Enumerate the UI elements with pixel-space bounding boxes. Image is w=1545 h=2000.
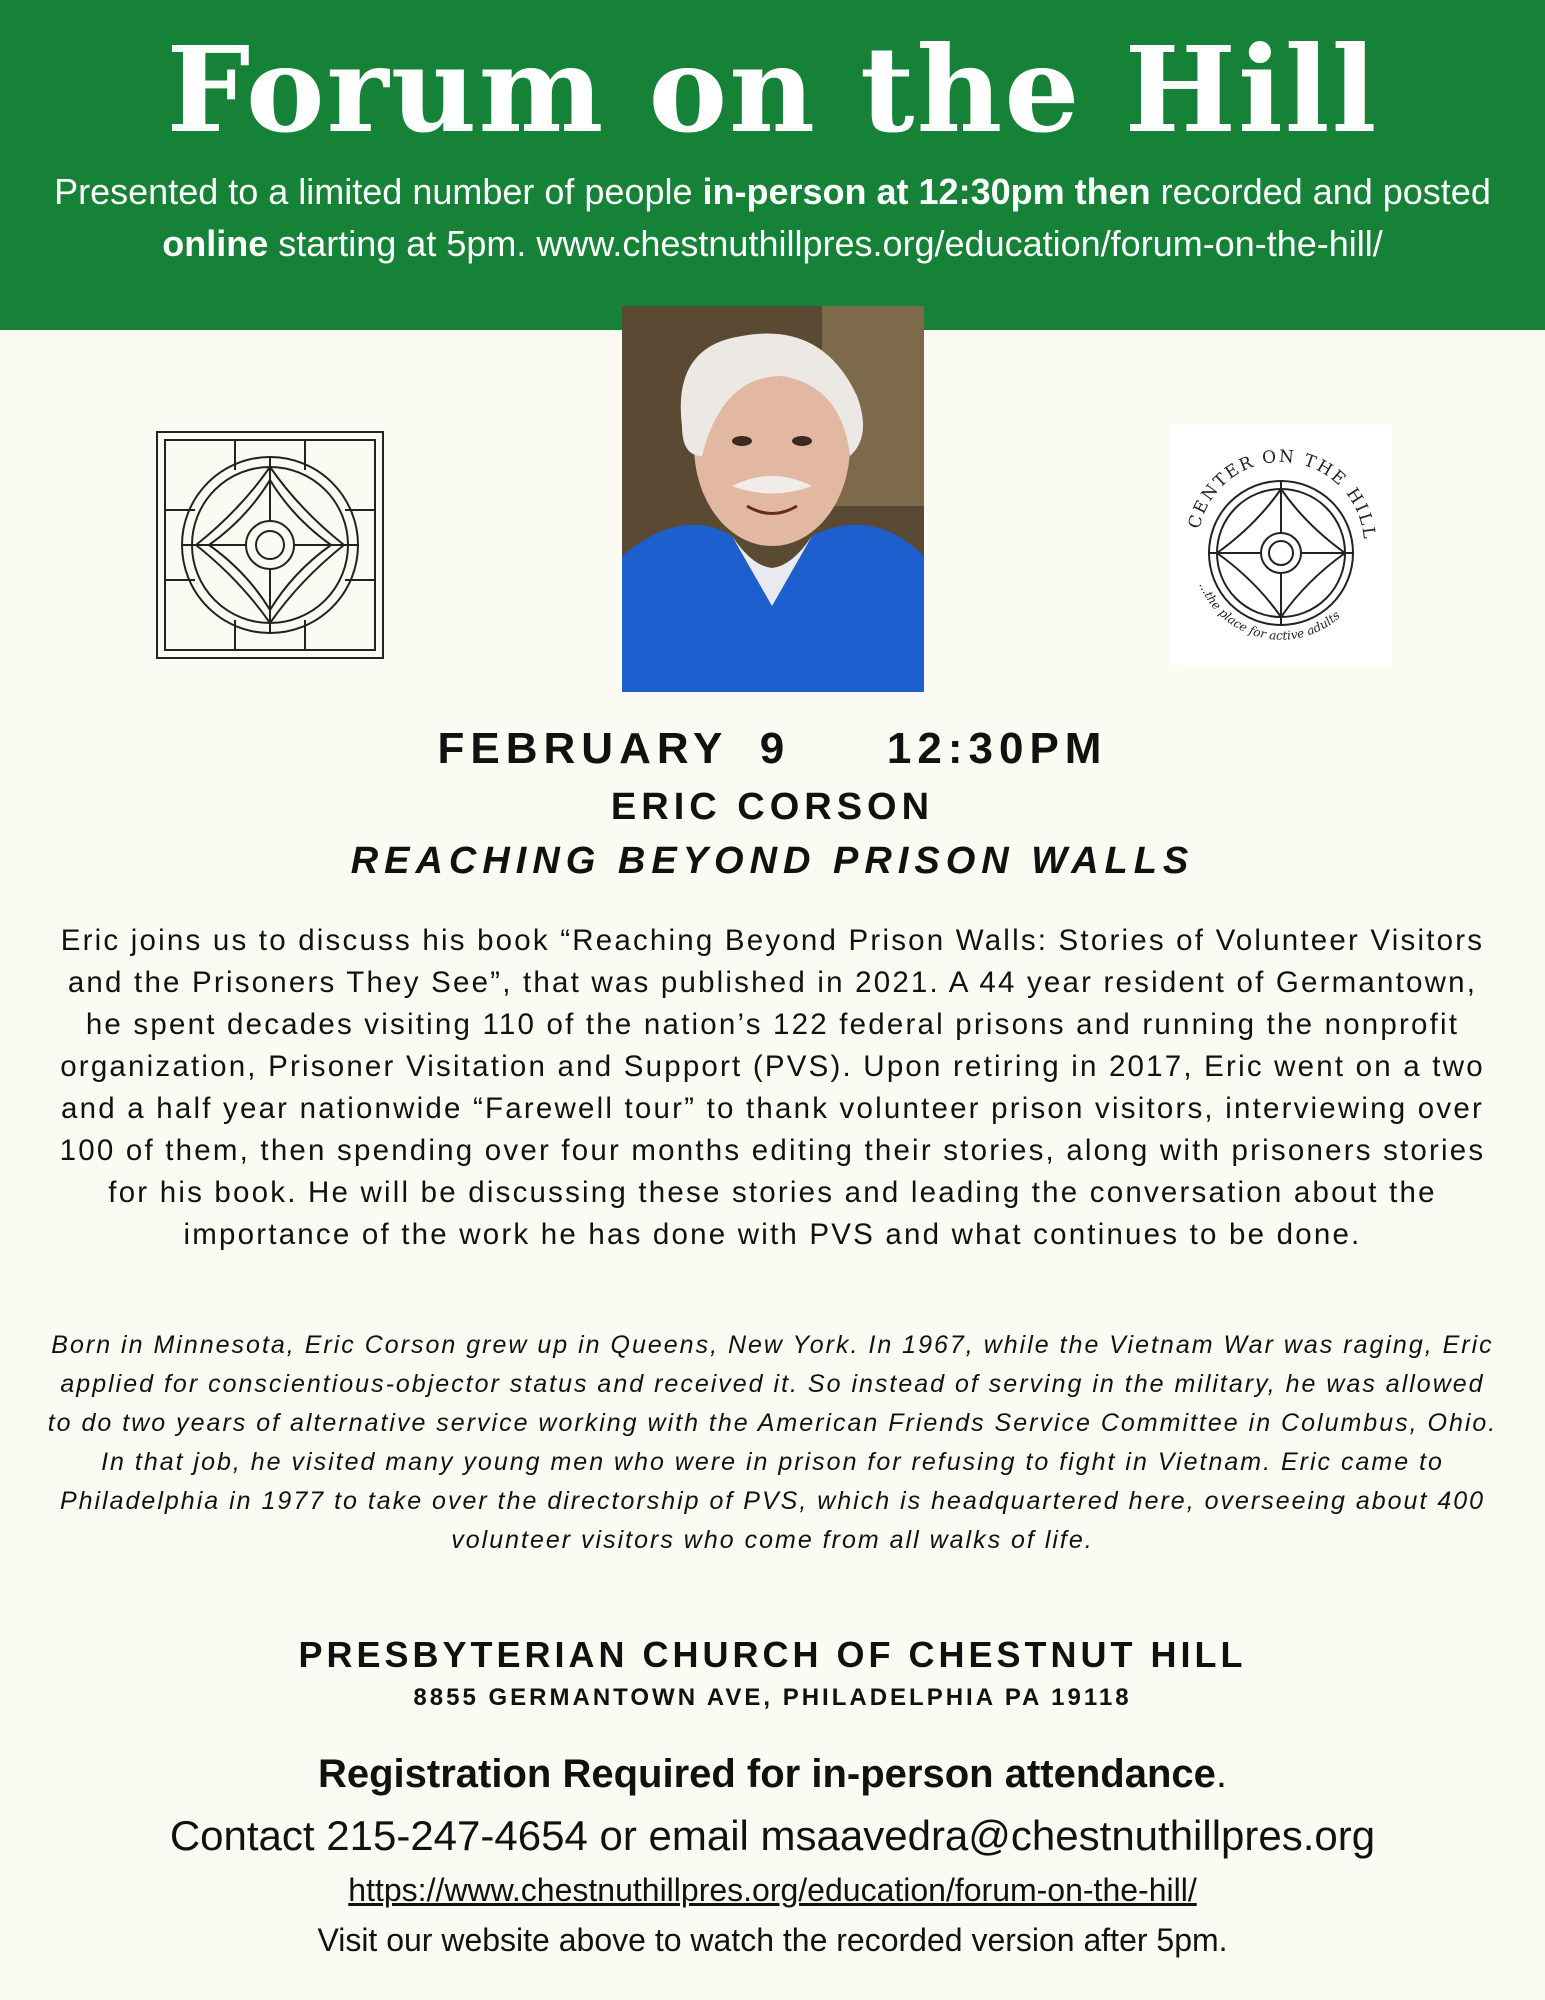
subtitle-line-2 (0, 218, 1545, 270)
registration-notice (0, 1752, 1545, 1797)
speaker-portrait-illustration (622, 306, 924, 692)
event-time: 12:30PM (886, 724, 1108, 773)
speaker-photo (622, 306, 924, 692)
contact-info: Contact 215-247-4654 or email msaavedra@chestnuthillpres.org (169, 1812, 1376, 1859)
logo-arc-top: CENTER ON THE HILL (1184, 446, 1380, 542)
event-date-time (0, 724, 1545, 774)
venue-name: PRESBYTERIAN CHURCH OF CHESTNUT HILL (298, 1634, 1247, 1675)
speaker-name: ERIC CORSON (610, 786, 935, 828)
website-link[interactable]: https://www.chestnuthillpres.org/education/forum-on-the-hill/ (348, 1872, 1197, 1908)
subtitle-emphasis: in-person at 12:30pm then (702, 171, 1151, 212)
center-on-the-hill-logo (1170, 425, 1392, 665)
forum-title: Forum on the Hill (166, 20, 1379, 159)
subtitle-text: recorded and posted (1150, 171, 1491, 212)
speaker-bio: Born in Minnesota, Eric Corson grew up in Queens, New York. In 1967, while the Vietnam War was raging, Eric applied for conscientious-objector status and received it. So instead of serving in the military, he was allowed to do two years of alternative service working with the American Friends Service Committee in Columbus, Ohio. In that job, he visited many young men who were in prison for refusing to fight in Vietnam. Eric came to Philadelphia in 1977 to take over the directorship of PVS, which is headquartered here, overseeing about 400 volunteer visitors who come from all walks of life. (47, 1331, 1498, 1554)
church-window-logo (155, 430, 385, 660)
visit-note: Visit our website above to watch the recorded version after 5pm. (317, 1922, 1228, 1958)
event-description: Eric joins us to discuss his book “Reaching Beyond Prison Walls: Stories of Volunteer Visitors and the Prisoners They See”, that was published in 2021. A 44 year resident of Germantown, he spent decades visiting 110 of the nation’s 122 federal prisons and running the nonprofit organization, Prisoner Visitation and Support (PVS). Upon retiring in 2017, Eric went on a two and a half year nationwide “Farewell tour” to thank volunteer prison visitors, interviewing over 100 of them, then spending over four months editing their stories, along with prisoners stories for his book. He will be discussing these stories and leading the conversation about the importance of the work he has done with PVS and what continues to be done. (59, 924, 1486, 1251)
subtitle-url: starting at 5pm. www.chestnuthillpres.org/education/forum-on-the-hill/ (268, 223, 1383, 264)
forum-subtitle (0, 166, 1545, 270)
subtitle-text: Presented to a limited number of people (54, 171, 703, 212)
venue-address: 8855 GERMANTOWN AVE, PHILADELPHIA PA 19118 (413, 1684, 1132, 1711)
subtitle-line-1 (0, 166, 1545, 218)
talk-title: REACHING BEYOND PRISON WALLS (350, 840, 1195, 882)
registration-text: Registration Required for in-person attendance (317, 1752, 1216, 1796)
logo-arc-bottom: ...the place for active adults (1196, 579, 1343, 643)
subtitle-emphasis: online (162, 223, 269, 264)
event-date: FEBRUARY 9 (437, 724, 791, 773)
registration-period: . (1215, 1752, 1227, 1796)
